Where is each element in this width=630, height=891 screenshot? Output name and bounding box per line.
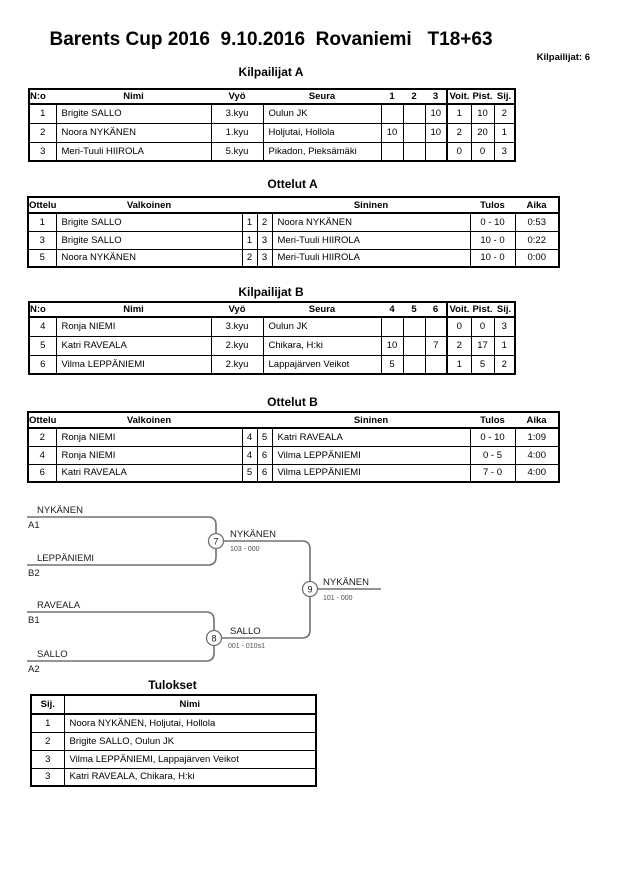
table-cell: 0 — [447, 317, 471, 336]
bracket-slot-name: RAVEALA — [37, 600, 81, 611]
table-cell: 0 — [471, 317, 494, 336]
column-header: Nimi — [123, 91, 144, 102]
column-header — [257, 197, 272, 213]
column-header: 6 — [432, 304, 439, 315]
column-header: Sininen — [353, 199, 389, 211]
table-cell: Noora NYKÄNEN — [272, 213, 470, 231]
column-header: Sij. — [496, 91, 512, 102]
column-header: Voit. — [447, 302, 471, 317]
table-cell: 1 — [447, 355, 471, 374]
section-title-matches-b: Ottelut B — [267, 395, 318, 409]
match-8-winner: SALLO — [230, 626, 261, 637]
table-cell — [403, 142, 425, 161]
table-cell: 17 — [471, 336, 494, 355]
table-row — [28, 231, 559, 249]
table-row — [29, 123, 515, 142]
table-cell: 1 — [28, 213, 56, 231]
table-row — [29, 104, 515, 123]
table-cell: Meri-Tuuli HIIROLA — [56, 142, 211, 161]
table-cell: 2 — [257, 213, 272, 231]
header-row — [28, 412, 559, 428]
match-8-score: 001 - 010s1 — [228, 643, 265, 650]
column-header: Nimi — [123, 304, 144, 315]
table-cell: 4 — [242, 428, 257, 446]
table-cell: Ronja NIEMI — [56, 317, 211, 336]
table-row — [29, 317, 515, 336]
column-header: Tulos — [480, 199, 505, 211]
table-cell: 6 — [257, 446, 272, 464]
table-row — [29, 355, 515, 374]
table-row — [29, 142, 515, 161]
table-body — [31, 714, 316, 786]
column-header: Valkoinen — [126, 414, 172, 426]
header-row — [29, 89, 515, 104]
table-cell: 0 - 10 — [470, 213, 515, 231]
table-cell: 4:00 — [515, 464, 559, 482]
table-cell: 3 — [31, 750, 64, 768]
table-cell: 2 — [494, 104, 515, 123]
table-row — [28, 464, 559, 482]
pool-a-table — [28, 88, 516, 162]
table-cell — [381, 142, 403, 161]
table-cell: 1 — [29, 104, 56, 123]
table-row — [29, 336, 515, 355]
table-cell: 1 — [242, 213, 257, 231]
table-cell: 5 — [257, 428, 272, 446]
table-cell: 3 — [257, 231, 272, 249]
header-row — [31, 695, 316, 714]
table-cell: Noora NYKÄNEN, Holjutai, Hollola — [64, 714, 316, 732]
table-header — [31, 695, 316, 714]
table-cell: 1 — [31, 714, 64, 732]
section-title-pool-a: Kilpailijat A — [238, 65, 304, 79]
table-cell: 7 — [425, 336, 447, 355]
section-title-matches-a: Ottelut A — [267, 177, 318, 191]
table-cell: 1:09 — [515, 428, 559, 446]
table-row — [31, 750, 316, 768]
table-cell: Brigite SALLO — [56, 104, 211, 123]
section-title-results: Tulokset — [148, 678, 197, 692]
table-cell: 2 — [494, 355, 515, 374]
column-header: Aika — [526, 414, 547, 426]
table-cell — [381, 104, 403, 123]
bracket-slot-seed: A1 — [28, 520, 40, 531]
table-cell: 0 — [447, 142, 471, 161]
table-cell: Oulun JK — [263, 104, 381, 123]
table-cell: 5 — [242, 464, 257, 482]
table-cell: 10 — [381, 123, 403, 142]
table-cell: 7 - 0 — [470, 464, 515, 482]
column-header: 4 — [389, 304, 395, 315]
table-cell: 2 — [242, 249, 257, 267]
table-cell: Brigite SALLO, Oulun JK — [64, 732, 316, 750]
table-cell: 10 — [471, 104, 494, 123]
table-cell: 2 — [447, 123, 471, 142]
table-cell: 3 — [494, 142, 515, 161]
table-cell: 1 — [242, 231, 257, 249]
table-cell: Meri-Tuuli HIIROLA — [272, 249, 470, 267]
table-cell: Ronja NIEMI — [56, 446, 242, 464]
bracket-line-slot-b1 — [27, 612, 214, 631]
table-cell: 1 — [494, 336, 515, 355]
table-cell: Noora NYKÄNEN — [56, 123, 211, 142]
table-cell: Oulun JK — [263, 317, 381, 336]
table-body — [28, 428, 559, 482]
table-cell: 1 — [447, 104, 471, 123]
table-cell: 4 — [28, 446, 56, 464]
table-cell: Vilma LEPPÄNIEMI — [272, 464, 470, 482]
table-cell: 2 — [447, 336, 471, 355]
table-cell: 6 — [28, 464, 56, 482]
column-header: Valkoinen — [126, 199, 172, 211]
column-header: Seura — [308, 91, 336, 102]
table-cell: Noora NYKÄNEN — [56, 249, 242, 267]
table-cell — [403, 104, 425, 123]
table-cell: Vilma LEPPÄNIEMI — [56, 355, 211, 374]
table-row — [28, 249, 559, 267]
table-cell: 4 — [29, 317, 56, 336]
section-title-pool-b: Kilpailijat B — [238, 285, 304, 299]
table-cell: 6 — [257, 464, 272, 482]
matches-a-table — [27, 196, 560, 268]
match-9-score: 101 - 000 — [323, 595, 353, 602]
table-cell: Ronja NIEMI — [56, 428, 242, 446]
table-cell: Pikadon, Pieksämäki — [263, 142, 381, 161]
column-header: Sij. — [31, 695, 64, 714]
table-cell: 2.kyu — [211, 336, 263, 355]
table-cell: 5.kyu — [211, 142, 263, 161]
table-cell: Meri-Tuuli HIIROLA — [272, 231, 470, 249]
table-row — [31, 768, 316, 786]
table-cell: 0 - 10 — [470, 428, 515, 446]
competitors-count: Kilpailijat: 6 — [536, 52, 590, 63]
table-header — [29, 89, 515, 104]
column-header: Voit. — [447, 89, 471, 104]
table-cell: Vilma LEPPÄNIEMI, Lappajärven Veikot — [64, 750, 316, 768]
table-cell: 1.kyu — [211, 123, 263, 142]
table-cell: 3.kyu — [211, 317, 263, 336]
bracket-slot-name: SALLO — [37, 649, 68, 660]
table-cell — [425, 355, 447, 374]
page-title: Barents Cup 2016 9.10.2016 Rovaniemi T18+63 — [49, 29, 493, 50]
column-header: N:o — [30, 304, 46, 315]
table-cell: 10 — [425, 123, 447, 142]
table-cell — [403, 123, 425, 142]
table-cell: 2.kyu — [211, 355, 263, 374]
bracket-line-slot-a1 — [27, 517, 216, 534]
table-cell: Holjutai, Hollola — [263, 123, 381, 142]
column-header: Vyö — [228, 91, 246, 102]
table-cell: 0:00 — [515, 249, 559, 267]
column-header — [242, 197, 257, 213]
table-cell: 5 — [28, 249, 56, 267]
column-header: Ottelu — [29, 414, 57, 426]
table-cell: 2 — [29, 123, 56, 142]
table-cell: 5 — [471, 355, 494, 374]
table-cell: 10 - 0 — [470, 231, 515, 249]
results-table — [30, 694, 317, 787]
table-cell: 5 — [29, 336, 56, 355]
column-header: Seura — [308, 304, 336, 315]
table-cell: 0 - 5 — [470, 446, 515, 464]
header-row — [28, 197, 559, 213]
table-cell: Katri RAVEALA — [56, 464, 242, 482]
column-header: 5 — [411, 304, 417, 315]
table-cell: 0 — [471, 142, 494, 161]
table-cell: 4 — [242, 446, 257, 464]
table-cell: 5 — [381, 355, 403, 374]
table-cell: 0:22 — [515, 231, 559, 249]
table-row — [28, 446, 559, 464]
column-header: Tulos — [480, 414, 505, 426]
elimination-bracket — [20, 498, 390, 678]
column-header: Ottelu — [29, 199, 57, 211]
table-cell: 0:53 — [515, 213, 559, 231]
table-row — [31, 714, 316, 732]
table-cell: 3 — [257, 249, 272, 267]
column-header: Pist. — [472, 304, 493, 315]
column-header: 1 — [389, 91, 395, 102]
column-header: Pist. — [472, 91, 493, 102]
table-body — [29, 104, 515, 161]
table-cell: 20 — [471, 123, 494, 142]
match-7-winner: NYKÄNEN — [230, 529, 276, 540]
table-cell — [425, 142, 447, 161]
table-cell — [425, 317, 447, 336]
bracket-slot-name: NYKÄNEN — [37, 505, 83, 516]
table-row — [28, 213, 559, 231]
table-cell: Katri RAVEALA — [56, 336, 211, 355]
table-cell: 2 — [28, 428, 56, 446]
table-cell: 3 — [31, 768, 64, 786]
table-cell — [403, 336, 425, 355]
table-cell — [403, 317, 425, 336]
bracket-slot-seed: A2 — [28, 664, 40, 675]
column-header: Sininen — [353, 414, 389, 426]
table-cell: Lappajärven Veikot — [263, 355, 381, 374]
table-cell: 3 — [494, 317, 515, 336]
column-header: N:o — [30, 91, 46, 102]
table-header — [29, 302, 515, 317]
table-body — [29, 317, 515, 374]
table-cell: 10 — [425, 104, 447, 123]
table-cell: Katri RAVEALA — [272, 428, 470, 446]
column-header: Nimi — [179, 699, 201, 710]
table-row — [28, 428, 559, 446]
table-body — [28, 213, 559, 267]
column-header — [257, 412, 272, 428]
match-9-number: 9 — [307, 584, 313, 595]
table-cell: 10 - 0 — [470, 249, 515, 267]
bracket-slot-seed: B2 — [28, 568, 40, 579]
match-8-number: 8 — [211, 633, 217, 644]
column-header: Aika — [526, 199, 547, 211]
table-cell: Chikara, H:ki — [263, 336, 381, 355]
table-row — [31, 732, 316, 750]
table-header — [28, 412, 559, 428]
column-header: Vyö — [228, 304, 246, 315]
column-header: 2 — [411, 91, 417, 102]
table-cell: 6 — [29, 355, 56, 374]
bracket-slot-name: LEPPÄNIEMI — [37, 553, 95, 564]
table-cell: 3.kyu — [211, 104, 263, 123]
column-header — [242, 412, 257, 428]
header-row — [29, 302, 515, 317]
column-header: Sij. — [496, 304, 512, 315]
table-cell: 10 — [381, 336, 403, 355]
table-cell: 4:00 — [515, 446, 559, 464]
match-7-number: 7 — [213, 536, 219, 547]
pool-b-table — [28, 301, 516, 375]
table-header — [28, 197, 559, 213]
bracket-slot-seed: B1 — [28, 615, 40, 626]
match-7-score: 103 - 000 — [230, 546, 260, 553]
table-cell — [381, 317, 403, 336]
column-header: 3 — [432, 91, 439, 102]
table-cell: Brigite SALLO — [56, 231, 242, 249]
table-cell: 2 — [31, 732, 64, 750]
table-cell: Vilma LEPPÄNIEMI — [272, 446, 470, 464]
table-cell: 1 — [494, 123, 515, 142]
matches-b-table — [27, 411, 560, 483]
match-9-winner: NYKÄNEN — [323, 577, 369, 588]
table-cell: 3 — [29, 142, 56, 161]
table-cell: 3 — [28, 231, 56, 249]
table-cell — [403, 355, 425, 374]
table-cell: Brigite SALLO — [56, 213, 242, 231]
table-cell: Katri RAVEALA, Chikara, H:ki — [64, 768, 316, 786]
